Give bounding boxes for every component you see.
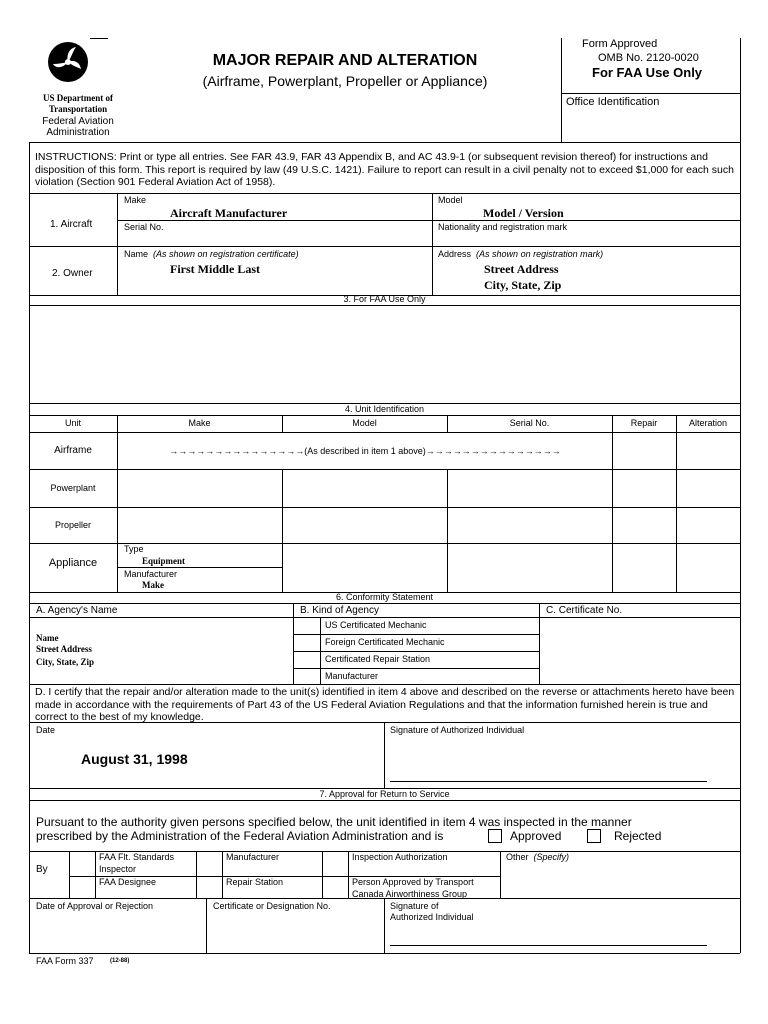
triskelion-icon [46, 38, 90, 86]
opt-designee: FAA Designee [99, 877, 157, 887]
appliance-manufacturer-value[interactable]: Make [142, 580, 164, 590]
by-checkbox-repair-station[interactable] [197, 877, 222, 898]
agency-name-line3[interactable]: City, State, Zip [36, 657, 95, 667]
kind-checkbox-us[interactable] [294, 618, 320, 634]
col-model: Model [352, 418, 377, 428]
faa-use-area[interactable] [30, 306, 740, 402]
approval-sig-line2: Authorized Individual [390, 912, 474, 922]
conformity-signature-field[interactable] [390, 745, 707, 780]
col-unit: Unit [64, 418, 81, 428]
instructions-text: INSTRUCTIONS: Print or type all entries. See FAR 43.9, FAR 43 Appendix B, and AC 43.9-1 (or subsequent revision thereof) for instructions and disposition of this form. This report is required by law (49 U.S.C. 1421). Failure to report can result in a civil penalty not to exceed $1,000 for each such violation (Section 901 Federal Aviation Act of 1958). [35, 151, 734, 188]
aircraft-make-label: Make [124, 195, 147, 205]
aircraft-make-value[interactable]: Aircraft Manufacturer [170, 206, 288, 220]
agency-line2: Administration [46, 127, 110, 138]
opt-person-line2: Canada Airworthiness Group [352, 889, 468, 899]
by-checkbox-person[interactable] [323, 877, 348, 898]
by-checkbox-inspection[interactable] [323, 852, 348, 876]
form-approved: Form Approved [582, 38, 658, 50]
approval-title: 7. Approval for Return to Service [319, 789, 450, 799]
form-number: FAA Form 337 [36, 956, 94, 966]
dot-logo [46, 38, 90, 86]
unit-identification-title: 4. Unit Identification [344, 404, 425, 414]
dept-line2: Transportation [48, 104, 108, 114]
row-appliance: Appliance [48, 557, 98, 569]
opt-flt-line2: Inspector [99, 864, 137, 874]
appliance-type-label: Type [124, 544, 144, 554]
nationality-label: Nationality and registration mark [438, 222, 568, 232]
opt-manufacturer: Manufacturer [226, 852, 280, 862]
agency-name-line1[interactable]: Name [36, 633, 59, 643]
owner-address-label: Address (As shown on registration mark) [438, 249, 604, 259]
by-checkbox-flt[interactable] [70, 852, 95, 876]
aircraft-model-label: Model [438, 195, 463, 205]
approval-sig-line1: Signature of [390, 901, 439, 911]
col-make: Make [188, 418, 211, 428]
kind-of-agency-label: B. Kind of Agency [300, 605, 379, 616]
aircraft-model-value[interactable]: Model / Version [483, 206, 564, 220]
faa-use-only-header: For FAA Use Only [592, 65, 703, 80]
kind-checkbox-repair[interactable] [294, 652, 320, 668]
row-propeller: Propeller [54, 520, 92, 530]
certification-text: D. I certify that the repair and/or alteration made to the unit(s) identified in item 4 above and described on the reverse or attachments hereto have been made in accordance with the requirements of Part 43 of the US Federal Aviation Regulations and that the information furnished herein is true and correct to the best of my knowledge. [35, 686, 735, 723]
opt-inspection-authorization: Inspection Authorization [352, 852, 448, 862]
office-identification: Office Identification [566, 96, 660, 108]
row-airframe: Airframe [54, 445, 92, 456]
owner-address-line1[interactable]: Street Address [484, 262, 559, 276]
col-repair: Repair [630, 418, 658, 428]
conformity-signature-label: Signature of Authorized Individual [390, 725, 525, 735]
opt-flt-line1: FAA Flt. Standards [99, 852, 175, 862]
kind-manufacturer: Manufacturer [325, 671, 379, 681]
approval-signature-field[interactable] [390, 922, 707, 944]
appliance-manufacturer-label: Manufacturer [124, 569, 178, 579]
row-powerplant: Powerplant [50, 483, 96, 493]
owner-name-label: Name (As shown on registration certificate) [124, 249, 299, 259]
conformity-date-label: Date [36, 725, 56, 735]
kind-checkbox-foreign[interactable] [294, 635, 320, 651]
form-title: MAJOR REPAIR AND ALTERATION [212, 52, 478, 69]
conformity-title: 6. Conformity Statement [335, 592, 434, 602]
approval-cert-label: Certificate or Designation No. [213, 901, 331, 911]
dept-line1: US Department of [43, 93, 113, 103]
opt-person-line1: Person Approved by Transport [352, 877, 474, 887]
approved-checkbox[interactable] [488, 829, 502, 843]
faa-use-section-title: 3. For FAA Use Only [343, 294, 426, 304]
by-checkbox-manufacturer[interactable] [197, 852, 222, 876]
opt-other: Other (Specify) [506, 852, 570, 862]
serial-number-label: Serial No. [124, 222, 164, 232]
opt-repair-station: Repair Station [226, 877, 284, 887]
agency-name-label: A. Agency's Name [36, 605, 118, 616]
col-serial: Serial No. [509, 418, 550, 428]
certificate-no-label: C. Certificate No. [546, 605, 623, 616]
aircraft-label: 1. Aircraft [50, 219, 93, 230]
approved-label: Approved [510, 829, 562, 843]
kind-us-mechanic: US Certificated Mechanic [325, 620, 427, 630]
agency-line1: Federal Aviation [42, 116, 114, 127]
rejected-label: Rejected [614, 829, 662, 843]
agency-name-line2[interactable]: Street Address [36, 644, 92, 654]
kind-repair-station: Certificated Repair Station [325, 654, 431, 664]
airframe-note: →→→→→→→→→→→→→→→(As described in item 1 above)→→→→→→→→→→→→→→→ [169, 446, 561, 456]
approval-text-line2: prescribed by the Administration of the Federal Aviation Administration and is [36, 829, 444, 843]
owner-address-line2[interactable]: City, State, Zip [484, 278, 562, 292]
owner-name-value[interactable]: First Middle Last [170, 262, 260, 276]
approval-date-label: Date of Approval or Rejection [36, 901, 154, 911]
appliance-type-value[interactable]: Equipment [142, 556, 186, 566]
owner-label: 2. Owner [52, 268, 93, 279]
approval-text-line1: Pursuant to the authority given persons specified below, the unit identified in item 4 was inspected in the manner [36, 815, 632, 829]
kind-checkbox-manufacturer[interactable] [294, 669, 320, 684]
by-checkbox-designee[interactable] [70, 877, 95, 898]
kind-foreign-mechanic: Foreign Certificated Mechanic [325, 637, 445, 647]
by-label: By [36, 864, 48, 875]
form-revision: (12-88) [110, 958, 130, 964]
form-subtitle: (Airframe, Powerplant, Propeller or Appliance) [202, 73, 488, 89]
omb-number: OMB No. 2120-0020 [598, 52, 699, 64]
col-alteration: Alteration [688, 418, 728, 428]
conformity-date-value[interactable]: August 31, 1998 [81, 751, 188, 767]
rejected-checkbox[interactable] [587, 829, 601, 843]
